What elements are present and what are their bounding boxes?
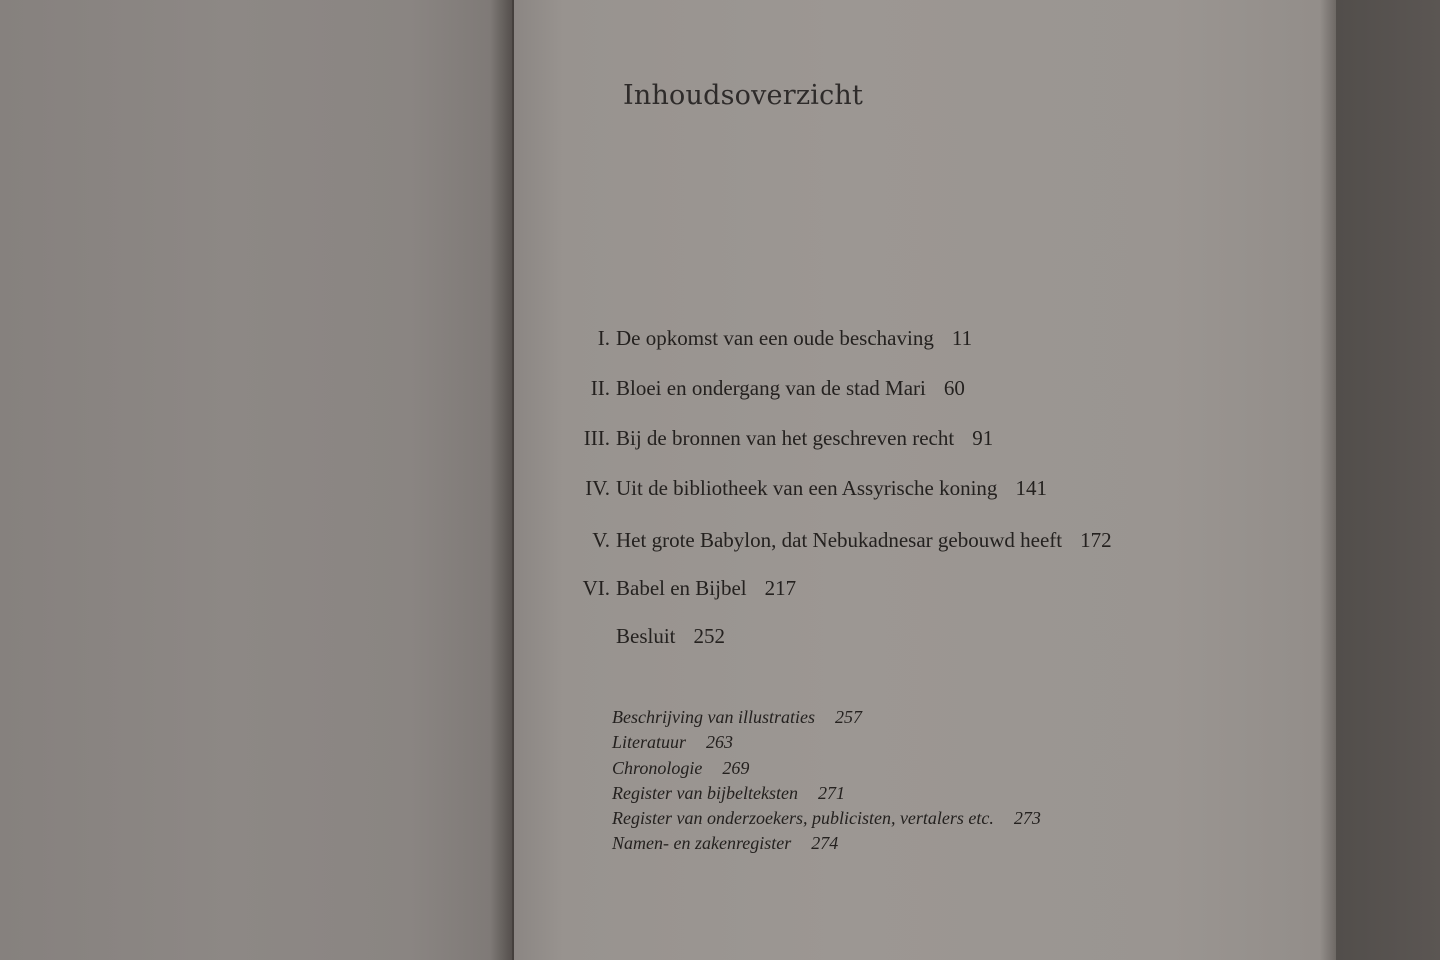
appendix-title: Namen- en zakenregister xyxy=(612,833,792,854)
chapter-entry xyxy=(560,376,965,401)
chapter-title: Het grote Babylon, dat Nebukadnesar gebouwd heeft xyxy=(616,528,1063,552)
chapter-title: Bloei en ondergang van de stad Mari xyxy=(616,376,926,400)
chapter-number: V. xyxy=(592,528,610,552)
appendix-title: Beschrijving van illustraties xyxy=(612,707,815,727)
appendix-page: 274 xyxy=(811,833,839,854)
appendix-page: 271 xyxy=(817,782,845,803)
left-page xyxy=(0,0,512,960)
chapter-entry xyxy=(560,326,972,351)
chapter-page: 11 xyxy=(951,326,973,350)
chapter-entry xyxy=(560,624,725,649)
appendix-title: Chronologie xyxy=(612,757,703,778)
chapter-entry xyxy=(560,476,1047,501)
chapter-number: VI. xyxy=(582,576,610,600)
appendix-entry xyxy=(612,730,1041,755)
chapter-page: 141 xyxy=(1015,476,1047,500)
chapter-title: Bij de bronnen van het geschreven recht xyxy=(616,426,955,450)
chapter-number: III. xyxy=(583,426,610,450)
appendix-entry xyxy=(612,705,1041,730)
chapter-number: II. xyxy=(590,376,610,400)
chapter-number: IV. xyxy=(585,476,610,500)
chapter-page: 252 xyxy=(693,624,726,648)
appendix-list xyxy=(612,705,1041,857)
chapter-title: De opkomst van een oude beschaving xyxy=(616,326,934,350)
appendix-entry xyxy=(612,806,1041,831)
chapter-entry xyxy=(560,426,993,451)
appendix-page: 257 xyxy=(834,707,862,727)
chapter-page: 60 xyxy=(943,376,965,400)
appendix-entry xyxy=(612,831,1041,856)
chapter-entry xyxy=(560,528,1112,553)
chapter-title: Uit de bibliotheek van een Assyrische koning xyxy=(616,476,998,500)
appendix-title: Literatuur xyxy=(612,732,687,753)
chapter-page: 217 xyxy=(764,576,797,600)
appendix-page: 273 xyxy=(1013,808,1041,829)
appendix-page: 269 xyxy=(722,757,750,778)
chapter-number: I. xyxy=(597,326,610,350)
chapter-page: 172 xyxy=(1080,528,1112,552)
chapter-title: Babel en Bijbel xyxy=(616,576,747,600)
page-title: Inhoudsoverzicht xyxy=(623,80,864,111)
chapter-page: 91 xyxy=(972,426,994,450)
appendix-title: Register van onderzoekers, publicisten, vertalers etc. xyxy=(612,808,994,829)
chapter-title: Besluit xyxy=(616,624,676,648)
backdrop xyxy=(1336,0,1440,960)
appendix-entry xyxy=(612,781,1041,806)
chapter-entry xyxy=(560,576,796,601)
appendix-entry xyxy=(612,756,1041,781)
appendix-title: Register van bijbelteksten xyxy=(612,782,798,803)
appendix-page: 263 xyxy=(706,732,734,753)
